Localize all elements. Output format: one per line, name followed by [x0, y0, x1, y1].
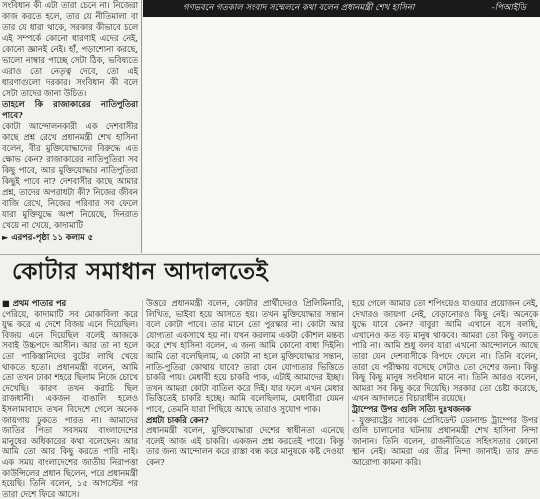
left-story-column: [2, 0, 138, 253]
column-2-text: উত্তরে প্রধানমন্ত্রী বলেন, কোটার প্রার্থীদেরও প্রিলিমিনারি, লিখিত, ভাইবা হয়ে আসতে হয়। তখন মুক্তিযোদ্ধার সন্তান বলে কোটা পাবে। তার মানে তো পুরস্কার না। কোটা আর যোগ্যতা একসাথে হয় না। যখন করলাম একটা কৌশল মন্তব্য করে শেখ হাসিনা বলেন, এ জন্য আমি কোনো বাধা দিইনি। আমি তো বলেছিলাম, এ কোটা না হলে মুক্তিযোদ্ধার সন্তান, নাতি-পুতিরা কোথায় যাবে? তারা যেন যোগ্যতার ভিত্তিতে চাকরি পায়। মেধাবী হয়ে চাকরি পাক, এটাই আমাদের ইচ্ছা। তখন আমরা কোটা বাতিল করে দিই। যার ফলে এখন মেধার ভিত্তিতেই চাকরি হচ্ছে। আমি বলেছিলাম, মেধাবীরা যেমন পাবে, তেমনি যারা পিছিয়ে আছে তারাও সুযোগ পাক।: [146, 298, 344, 414]
column-2-text-b: প্রধানমন্ত্রী বলেন, মুক্তিযোদ্ধারা দেশের স্বাধীনতা এনেছে বলেই আজ এই চাকরি। একজন প্রশ্ন করতেই পারে। কিন্তু তার জন্য আন্দোলন করে রাস্তা বন্ধ করে মানুষকে কষ্ট দেওয়া কেন?: [146, 425, 344, 467]
bottom-column-3: [352, 298, 538, 467]
photo-caption-band: [143, 0, 540, 17]
headline-rule: [0, 254, 540, 255]
column-2-subhead: প্রশ্নটা চাকরি কেন?: [146, 414, 209, 425]
left-body-text: কোটা আন্দোলনকারী এক দেশবাসীর কাছে প্রশ্ন রেখে প্রধানমন্ত্রী শেখ হাসিনা বলেন, বীর মুক্তিযোদ্ধাদের বিরুদ্ধে এত ক্ষোভ কেন? রাজাকারের নাতিপুতিরা সব কিছু পাবে, আর মুক্তিযোদ্ধার নাতিপুতিরা কিছুই পাবে না? দেশবাসীর কাছে আমার প্রশ্ন, তাদের অপরাধটা কী? নিজের জীবন বাজি রেখে, নিজের পরিবার সব ফেলে যারা মুক্তিযুদ্ধে অংশ নিয়েছে, দিনরাত খেয়ে না খেয়ে, কাদামাটি: [2, 121, 138, 230]
left-intro-text: সংবিধান কী এটা তারা চেনে না। নিজেরা কাজ করতে হলে, তার যে নীতিমালা বা তার যে ধারা থাকে, সরকার কীভাবে চলে এই সম্পর্কে কোনো ধারণাই এদের নেই, কোনো জ্ঞানই নেই। হাঁ, পড়াশোনা করছে, ভালো নাম্বার পাচ্ছে সেটা ঠিক, ভবিষ্যতে এরাও তো নেতৃত্ব দেবে, তো এই ধারণাগুলো দরকার। সংবিধান কী বলে সেটা তাদের জানা উচিত।: [2, 0, 138, 98]
column-3-subhead: ট্রাম্পের উপর গুলি সত্যি দুঃখজনক: [352, 403, 471, 414]
photo-area: [143, 17, 540, 253]
continued-on-page-note: ► এরপর-পৃষ্ঠা ১১ কলাম ৫: [2, 232, 94, 242]
column-3-text-b: - যুক্তরাষ্ট্রের সাবেক প্রেসিডেন্ট ডোনাল্ড ট্রাম্পের উপর গুলি চালানোর ঘটনায় প্রধানমন্ত্রী শেখ হাসিনা নিন্দা জানান। তিনি বলেন, রাজনীতিতে সহিংসতার কোনো স্থান নেই। আমরা এর তীব্র নিন্দা জানাই। তার দ্রুত আরোগ্য কামনা করি।: [352, 414, 538, 467]
bottom-column-2: [146, 298, 344, 467]
bottom-divider-2: [348, 300, 349, 440]
photo-caption: গণভবনে গতকাল সংবাদ সম্মেলনে কথা বলেন প্রধানমন্ত্রী শেখ হাসিনা: [183, 3, 415, 13]
column-1-text: পেরিয়ে, কাদামাটি সব মোকাবিলা করে যুদ্ধ করে এ দেশে বিজয় এনে দিয়েছিল। বিজয় এনে দিয়েছিল বলেই আজকে সবাই উচ্চপদে আসীন। আর তা না হলে তো পাকিস্তানিদের বুটের লাথি খেয়ে থাকতে হতো। প্রধানমন্ত্রী বলেন, আমি তো তখন ঢাকা শহরে ছিলাম নিজে চোখে দেখেছি। কারণ তখন করাচি ছিল রাজধানী। একজন বাঙালি হলেও ইসলামাবাদে তখন বিদেশে গেলে অনেক জায়গায় ঢুকতে পারত না। আমাদের জাতির পিতা সবসময় বাংলাদেশের মানুষের অধিকারের কথা বলেছেন। আর আমি তো আর কিছু করতে পারি নাই। এক সময় বাংলাদেশের জাতীয় নিরাপত্তা কাউন্সিলের প্রধান ছিলেন, পরে প্রধানমন্ত্রী হয়েছি। তিনি বলেন, ১৫ আগস্টের পর তারা দেশে ফিরে আসে।: [2, 308, 138, 499]
bottom-column-1: [2, 298, 138, 499]
bottom-divider-1: [142, 300, 143, 440]
column-divider: [141, 0, 142, 253]
jump-lead: ■ প্রথম পাতার পর: [2, 298, 67, 308]
column-3-text: হয়ে গেলে আমার তো শপিংয়েও যাওয়ার প্রয়োজন নেই, দেখারও জায়গা নেই, বেড়ানোরও কিছু নেই। অনেকে যুদ্ধে যাবে কেন? বাবুরা আমি এখানে বসে বলছি, এখানেও কত বড় মানুষ থাকবে। আমরা তো কিছু বলতে পারি না। আমি শুধু বলব যারা এখনো আন্দোলনে আছে তারা যেন দেশবাসীকে বিপদে ফেলে না। তিনি বলেন, তারা যে পরীক্ষায় বসেছে সেটাও তো দেশের জন্য। কিন্তু কিছু কিছু মানুষ সংবিধান মানে না। তিনি আরও বলেন, আমরা সব কিছু করে দিয়েছি। সরকার তো চেষ্টা করেছে, এখন আদালতে বিচারাধীন রয়েছে।: [352, 298, 538, 404]
story-headline: কোটার সমাধান আদালতেই: [12, 258, 269, 285]
left-subhead: তাহলে কি রাজাকারের নাতিপুতিরা পাবে?: [2, 99, 138, 120]
photo-credit: -পিআইডি: [491, 3, 526, 13]
